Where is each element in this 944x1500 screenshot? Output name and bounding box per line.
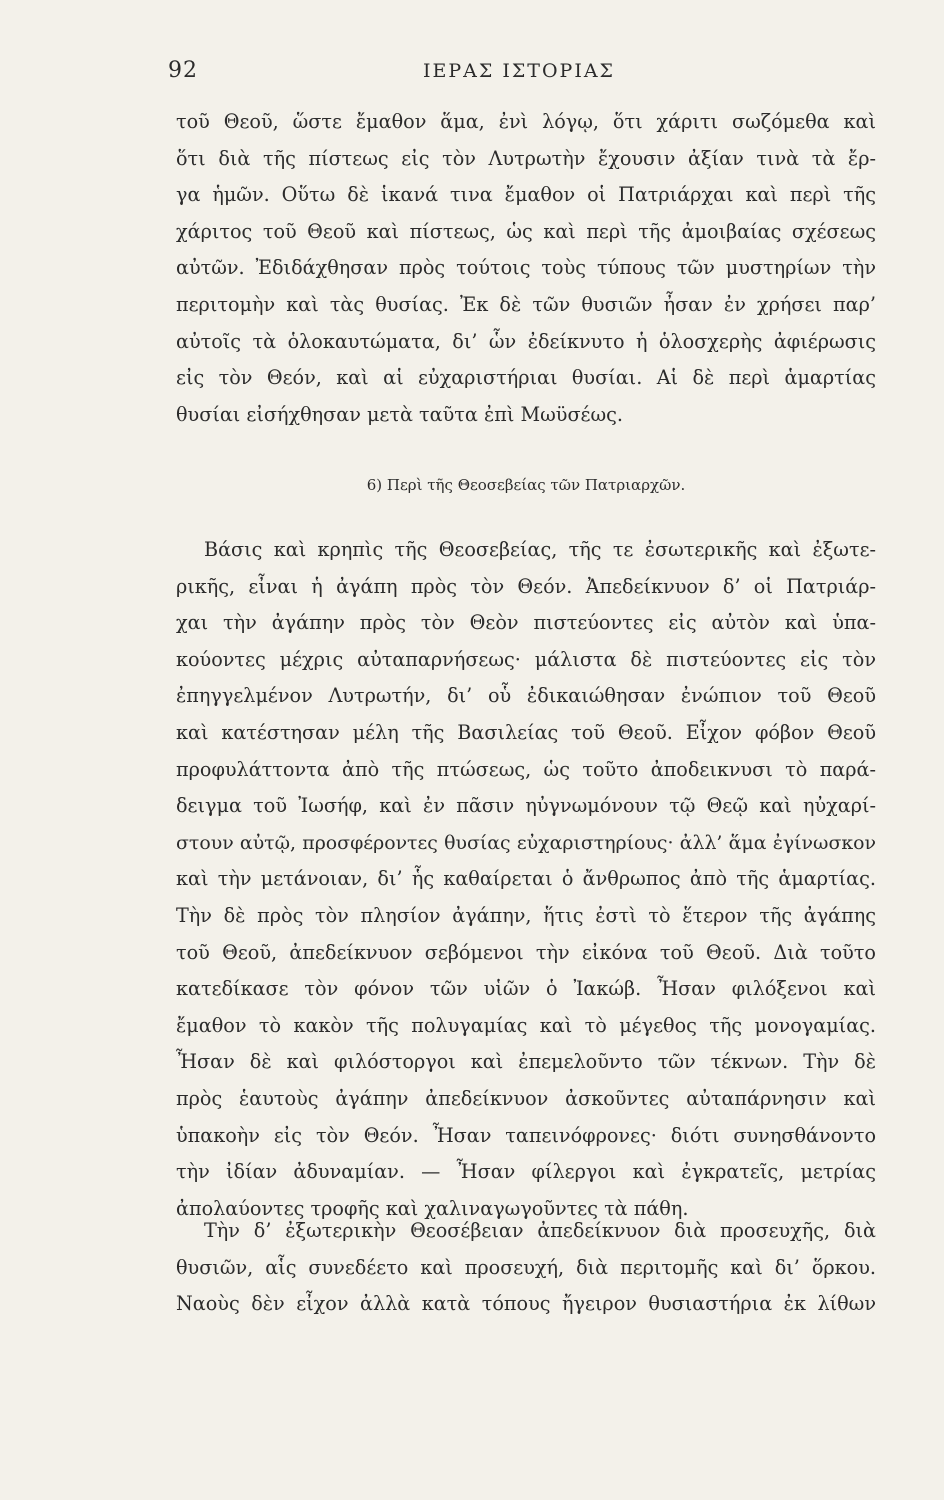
text-line: δειγμα τοῦ Ἰωσήφ, καὶ ἐν πᾶσιν ηὐγνωμόνουν τῷ Θεῷ καὶ ηὐχαρί- (176, 794, 876, 818)
running-title: ΙΕΡΑΣ ΙΣΤΟΡΙΑΣ (423, 60, 615, 82)
text-line: θυσιῶν, αἷς συνεδέετο καὶ προσευχή, διὰ περιτομῆς καὶ δι’ ὅρκου. (176, 1255, 876, 1279)
text-line: περιτομὴν καὶ τὰς θυσίας. Ἐκ δὲ τῶν θυσιῶν ἦσαν ἐν χρήσει παρ’ (176, 292, 876, 316)
text-line: ἀπολαύοντες τροφῆς καὶ χαλιναγωγοῦντες τὰ πάθη. (176, 1196, 689, 1220)
text-line: χαι τὴν ἀγάπην πρὸς τὸν Θεὸν πιστεύοντες εἰς αὐτὸν καὶ ὑπα- (176, 611, 876, 635)
text-line: κατεδίκασε τὸν φόνον τῶν υἱῶν ὁ Ἰακώβ. Ἦσαν φιλόξενοι καὶ (176, 977, 876, 1001)
page-number: 92 (168, 58, 198, 83)
text-line: αὐτοῖς τὰ ὁλοκαυτώματα, δι’ ὧν ἐδείκνυτο ἡ ὁλοσχερὴς ἀφιέρωσις (176, 329, 876, 353)
text-line: αὐτῶν. Ἐδιδάχθησαν πρὸς τούτοις τοὺς τύπους τῶν μυστηρίων τὴν (176, 256, 876, 280)
text-line: τοῦ Θεοῦ, ὥστε ἔμαθον ἅμα, ἐνὶ λόγῳ, ὅτι χάριτι σωζόμεθα καὶ (176, 110, 876, 133)
text-line: χάριτος τοῦ Θεοῦ καὶ πίστεως, ὡς καὶ περὶ τῆς ἀμοιβαίας σχέσεως (176, 219, 876, 243)
text-line: καὶ τὴν μετάνοιαν, δι’ ἧς καθαίρεται ὁ ἄνθρωπος ἀπὸ τῆς ἁμαρτίας. (176, 867, 876, 891)
text-line: Τὴν δὲ πρὸς τὸν πλησίον ἀγάπην, ἥτις ἐστὶ τὸ ἕτερον τῆς ἀγάπης (176, 903, 876, 927)
paragraph-1 (176, 104, 876, 433)
text-line: ὑπακοὴν εἰς τὸν Θεόν. Ἦσαν ταπεινόφρονες· διότι συνησθάνοντο (176, 1123, 876, 1147)
text-line: εἰς τὸν Θεόν, καὶ αἱ εὐχαριστήριαι θυσίαι. Αἱ δὲ περὶ ἁμαρτίας (176, 366, 876, 390)
paragraph-2 (176, 532, 876, 1227)
text-line: γα ἡμῶν. Οὕτω δὲ ἱκανά τινα ἔμαθον οἱ Πατριάρχαι καὶ περὶ τῆς (176, 183, 876, 207)
text-line: Βάσις καὶ κρηπὶς τῆς Θεοσεβείας, τῆς τε ἐσωτερικῆς καὶ ἐξωτε- (204, 538, 876, 561)
section-heading: 6) Περὶ τῆς Θεοσεβείας τῶν Πατριαρχῶν. (366, 476, 686, 494)
text-line: πρὸς ἑαυτοὺς ἀγάπην ἀπεδείκνυον ἀσκοῦντες αὐταπάρνησιν καὶ (176, 1086, 876, 1110)
paragraph-3 (176, 1213, 876, 1323)
text-line: τὴν ἰδίαν ἀδυναμίαν. — Ἦσαν φίλεργοι καὶ ἐγκρατεῖς, μετρίας (176, 1160, 876, 1184)
text-line: Τὴν δ’ ἐξωτερικὴν Θεοσέβειαν ἀπεδείκνυον διὰ προσευχῆς, διὰ (204, 1219, 876, 1242)
text-line: καὶ κατέστησαν μέλη τῆς Βασιλείας τοῦ Θεοῦ. Εἶχον φόβον Θεοῦ (176, 720, 876, 744)
text-line: στουν αὐτῷ, προσφέροντες θυσίας εὐχαριστηρίους· ἀλλ’ ἅμα ἐγίνωσκον (176, 831, 876, 854)
text-line: τοῦ Θεοῦ, ἀπεδείκνυον σεβόμενοι τὴν εἰκόνα τοῦ Θεοῦ. Διὰ τοῦτο (176, 940, 876, 964)
text-line: θυσίαι εἰσήχθησαν μετὰ ταῦτα ἐπὶ Μωϋσέως. (176, 402, 623, 426)
text-line: προφυλάττοντα ἀπὸ τῆς πτώσεως, ὡς τοῦτο ἀποδεικνυσι τὸ παρά- (176, 757, 876, 781)
text-line: Ἦσαν δὲ καὶ φιλόστοργοι καὶ ἐπεμελοῦντο τῶν τέκνων. Τὴν δὲ (176, 1050, 876, 1074)
text-line: Ναοὺς δὲν εἶχον ἀλλὰ κατὰ τόπους ἤγειρον θυσιαστήρια ἐκ λίθων (176, 1292, 876, 1316)
text-line: ἔμαθον τὸ κακὸν τῆς πολυγαμίας καὶ τὸ μέγεθος τῆς μονογαμίας. (176, 1013, 876, 1037)
text-line: ἐπηγγελμένον Λυτρωτήν, δι’ οὗ ἐδικαιώθησαν ἐνώπιον τοῦ Θεοῦ (176, 684, 876, 708)
text-line: κούοντες μέχρις αὐταπαρνήσεως· μάλιστα δὲ πιστεύοντες εἰς τὸν (176, 647, 876, 671)
running-head (168, 58, 870, 88)
text-line: ὅτι διὰ τῆς πίστεως εἰς τὸν Λυτρωτὴν ἔχουσιν ἀξίαν τινὰ τὰ ἔρ- (176, 146, 876, 170)
text-line: ρικῆς, εἶναι ἡ ἀγάπη πρὸς τὸν Θεόν. Ἀπεδείκνυον δ’ οἱ Πατριάρ- (176, 574, 876, 598)
